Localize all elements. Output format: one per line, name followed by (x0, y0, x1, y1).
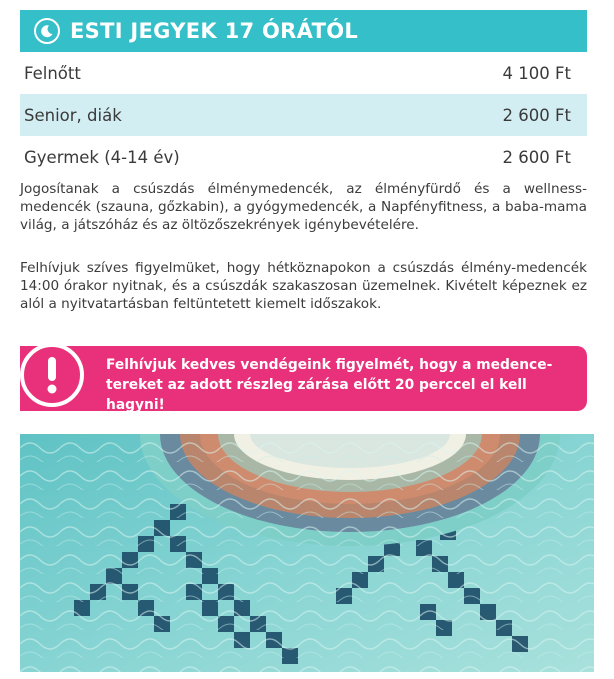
ticket-type: Senior, diák (24, 105, 122, 125)
ticket-price: 4 100 Ft (502, 63, 571, 83)
notice-paragraph: Felhívjuk szíves figyelmüket, hogy hétköznapokon a csúszdás élmény-medencék 14:00 órakor nyitnak, és a csúszdák szakaszosan üzemelnek. Kivételt képeznek ez alól a nyitvatartásban feltüntetett kiemelt időszakok. (20, 260, 587, 312)
moon-icon (34, 18, 60, 44)
section-header (20, 10, 587, 52)
warning-banner (20, 346, 587, 411)
price-row (20, 136, 587, 178)
warning-line: Felhívjuk kedves vendégeink figyelmét, hogy a medence- (106, 357, 553, 373)
price-row (20, 52, 587, 94)
pool-photo (20, 434, 594, 672)
ticket-type: Gyermek (4-14 év) (24, 147, 180, 167)
ticket-price: 2 600 Ft (502, 147, 571, 167)
info-paragraph: Jogosítanak a csúszdás élménymedencék, az élményfürdő és a wellness-medencék (szauna, gőzkabin), a gyógymedencék, a Napfényfitness, a baba-mama világ, a játszóház és az öltözőszekrények igénybevételére. (20, 181, 587, 233)
ticket-type: Felnőtt (24, 63, 81, 83)
warning-line: tereket az adott részleg zárása előtt 20 perccel el kell hagyni! (106, 377, 527, 413)
price-row (20, 94, 587, 136)
ticket-price: 2 600 Ft (502, 105, 571, 125)
price-table (20, 52, 587, 178)
section-title: ESTI JEGYEK 17 ÓRÁTÓL (70, 19, 359, 43)
warning-text (106, 355, 586, 415)
exclamation-icon (20, 343, 84, 407)
